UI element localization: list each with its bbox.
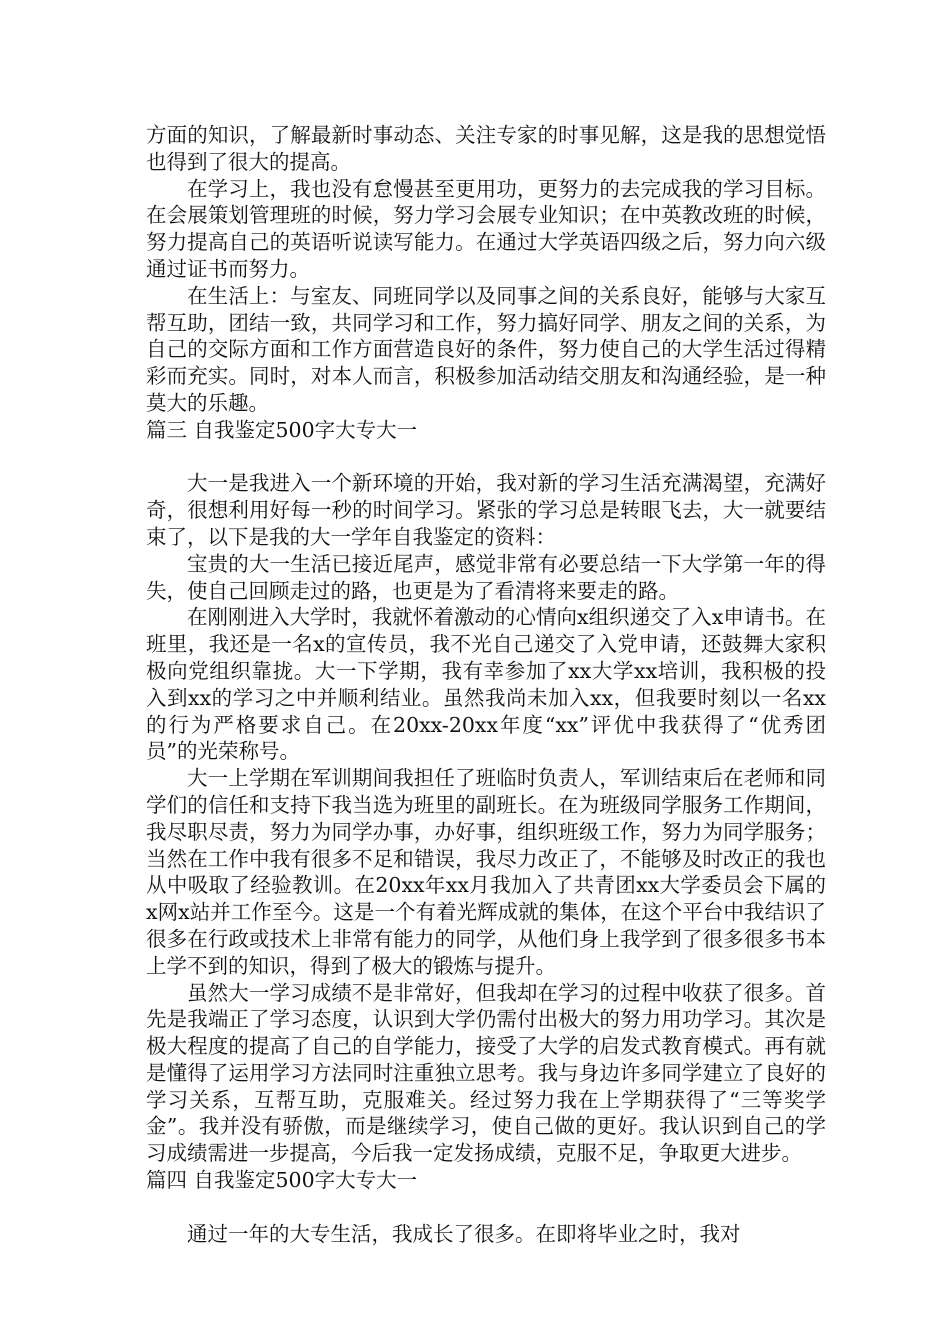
paragraph-6: 在刚刚进入大学时，我就怀着激动的心情向x组织递交了入x申请书。在班里，我还是一名x的宣传员，我不光自己递交了入党申请，还鼓舞大家积极向党组织靠拢。大一下学期，我有幸参加了xx大学xx培训，我积极的投入到xx的学习之中并顺利结业。虽然我尚未加入xx，但我要时刻以一名xx的行为严格要求自己。在20xx-20xx年度“xx”评优中我获得了“优秀团员”的光荣称号。 bbox=[146, 605, 826, 764]
section-heading-3: 篇三 自我鉴定500字大专大一 bbox=[146, 417, 418, 442]
blank-line bbox=[146, 444, 826, 471]
paragraph-4: 大一是我进入一个新环境的开始，我对新的学习生活充满渴望，充满好奇，很想利用好每一秒的时间学习。紧张的学习总是转眼飞去，大一就要结束了，以下是我的大一学年自我鉴定的资料： bbox=[146, 471, 826, 549]
section-heading-4: 篇四 自我鉴定500字大专大一 bbox=[146, 1168, 418, 1193]
paragraph-5: 宝贵的大一生活已接近尾声，感觉非常有必要总结一下大学第一年的得失，使自己回顾走过的路，也更是为了看清将来要走的路。 bbox=[146, 551, 826, 603]
paragraph-1: 方面的知识，了解最新时事动态、关注专家的时事见解，这是我的思想觉悟也得到了很大的提高。 bbox=[146, 123, 826, 174]
paragraph-9: 通过一年的大专生活，我成长了很多。在即将毕业之时，我对 bbox=[187, 1221, 741, 1246]
paragraph-8: 虽然大一学习成绩不是非常好，但我却在学习的过程中收获了很多。首先是我端正了学习态度，认识到大学仍需付出极大的努力用功学习。其次是极大程度的提高了自己的自学能力，接受了大学的启发式教育模式。再有就是懂得了运用学习方法同时注重独立思考。我与身边许多同学建立了良好的学习关系，互帮互助，克服难关。经过努力我在上学期获得了“三等奖学金”。我并没有骄傲，而是继续学习，使自己做的更好。我认识到自己的学习成绩需进一步提高，今后我一定发扬成绩，克服不足，争取更大进步。 bbox=[146, 980, 826, 1166]
document-page bbox=[146, 122, 826, 1247]
paragraph-2: 在学习上，我也没有怠慢甚至更用功，更努力的去完成我的学习目标。在会展策划管理班的时候，努力学习会展专业知识；在中英教改班的时候，努力提高自己的英语听说读写能力。在通过大学英语四级之后，努力向六级通过证书而努力。 bbox=[146, 176, 826, 281]
paragraph-3: 在生活上：与室友、同班同学以及同事之间的关系良好，能够与大家互帮互助，团结一致，共同学习和工作，努力搞好同学、朋友之间的关系，为自己的交际方面和工作方面营造良好的条件，努力使自己的大学生活过得精彩而充实。同时，对本人而言，积极参加活动结交朋友和沟通经验，是一种莫大的乐趣。 bbox=[146, 283, 826, 415]
paragraph-7: 大一上学期在军训期间我担任了班临时负责人，军训结束后在老师和同学们的信任和支持下我当选为班里的副班长。在为班级同学服务工作期间，我尽职尽责，努力为同学办事，办好事，组织班级工作，努力为同学服务；当然在工作中我有很多不足和错误，我尽力改正了，不能够及时改正的我也从中吸取了经验教训。在20xx年xx月我加入了共青团xx大学委员会下属的x网x站并工作至今。这是一个有着光辉成就的集体，在这个平台中我结识了很多在行政或技术上非常有能力的同学，从他们身上我学到了很多很多书本上学不到的知识，得到了极大的锻炼与提升。 bbox=[146, 766, 826, 978]
blank-line bbox=[146, 1194, 826, 1221]
